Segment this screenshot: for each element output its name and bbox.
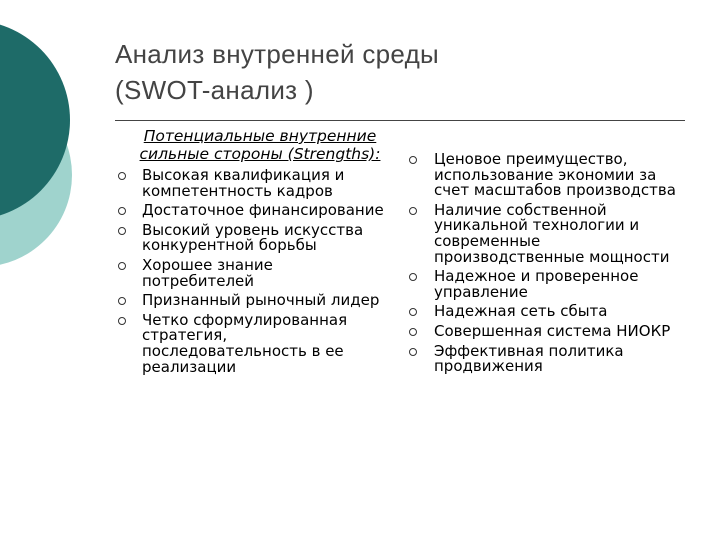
list-item-text: Четко сформулированная стратегия, последовательность в ее реализации bbox=[142, 310, 348, 376]
bullet-icon bbox=[409, 207, 417, 215]
bullet-icon bbox=[118, 207, 126, 215]
bullet-icon bbox=[118, 297, 126, 305]
title-line-1: Анализ внутренней среды bbox=[115, 39, 440, 69]
bullet-icon bbox=[118, 227, 126, 235]
bullet-icon bbox=[409, 348, 417, 356]
list-item bbox=[408, 321, 684, 340]
list-item-text: Достаточное финансирование bbox=[142, 201, 384, 220]
list-item bbox=[408, 152, 684, 199]
list-item-text: Надежное и проверенное управление bbox=[434, 267, 639, 301]
list-item-text: Надежная сеть сбыта bbox=[434, 302, 608, 321]
list-item bbox=[117, 310, 389, 376]
bullet-icon bbox=[118, 262, 126, 270]
list-item bbox=[408, 269, 684, 300]
list-item-text: Ценовое преимущество, использование экономии за счет масштабов производства bbox=[434, 150, 676, 200]
bullet-icon bbox=[409, 273, 417, 281]
list-item-text: Хорошее знание потребителей bbox=[142, 255, 273, 290]
list-item-text: Эффективная политика продвижения bbox=[434, 341, 624, 376]
list-item bbox=[117, 293, 389, 309]
strengths-heading: Потенциальные внутренние сильные стороны (Strengths): bbox=[139, 127, 381, 163]
list-item bbox=[408, 200, 684, 266]
slide-title bbox=[115, 36, 675, 108]
bullet-icon bbox=[118, 172, 126, 180]
bullet-icon bbox=[118, 317, 126, 325]
list-item-text: Высокая квалификация и компетентность кадров bbox=[142, 166, 345, 200]
bullet-icon bbox=[409, 328, 417, 336]
decorative-circles bbox=[0, 0, 80, 300]
list-item bbox=[117, 255, 389, 290]
strengths-column bbox=[117, 127, 389, 379]
list-item-text: Наличие собственной уникальной технологии и современные производственные мощности bbox=[434, 200, 670, 266]
bullet-icon bbox=[409, 308, 417, 316]
title-divider bbox=[115, 120, 685, 121]
list-item bbox=[117, 168, 389, 199]
list-item-text: Высокий уровень искусства конкурентной борьбы bbox=[142, 220, 364, 255]
bullet-icon bbox=[409, 156, 417, 164]
strengths-list bbox=[117, 168, 389, 375]
list-item bbox=[117, 220, 389, 255]
title-line-2: (SWOT-анализ ) bbox=[115, 75, 314, 105]
list-item-text: Совершенная система НИОКР bbox=[434, 321, 671, 340]
list-item bbox=[408, 341, 684, 376]
list-item bbox=[408, 304, 684, 320]
list-item bbox=[117, 203, 389, 219]
strengths-continued-column bbox=[408, 152, 684, 379]
strengths-continued-list bbox=[408, 152, 684, 375]
list-item-text: Признанный рыночный лидер bbox=[142, 291, 380, 310]
